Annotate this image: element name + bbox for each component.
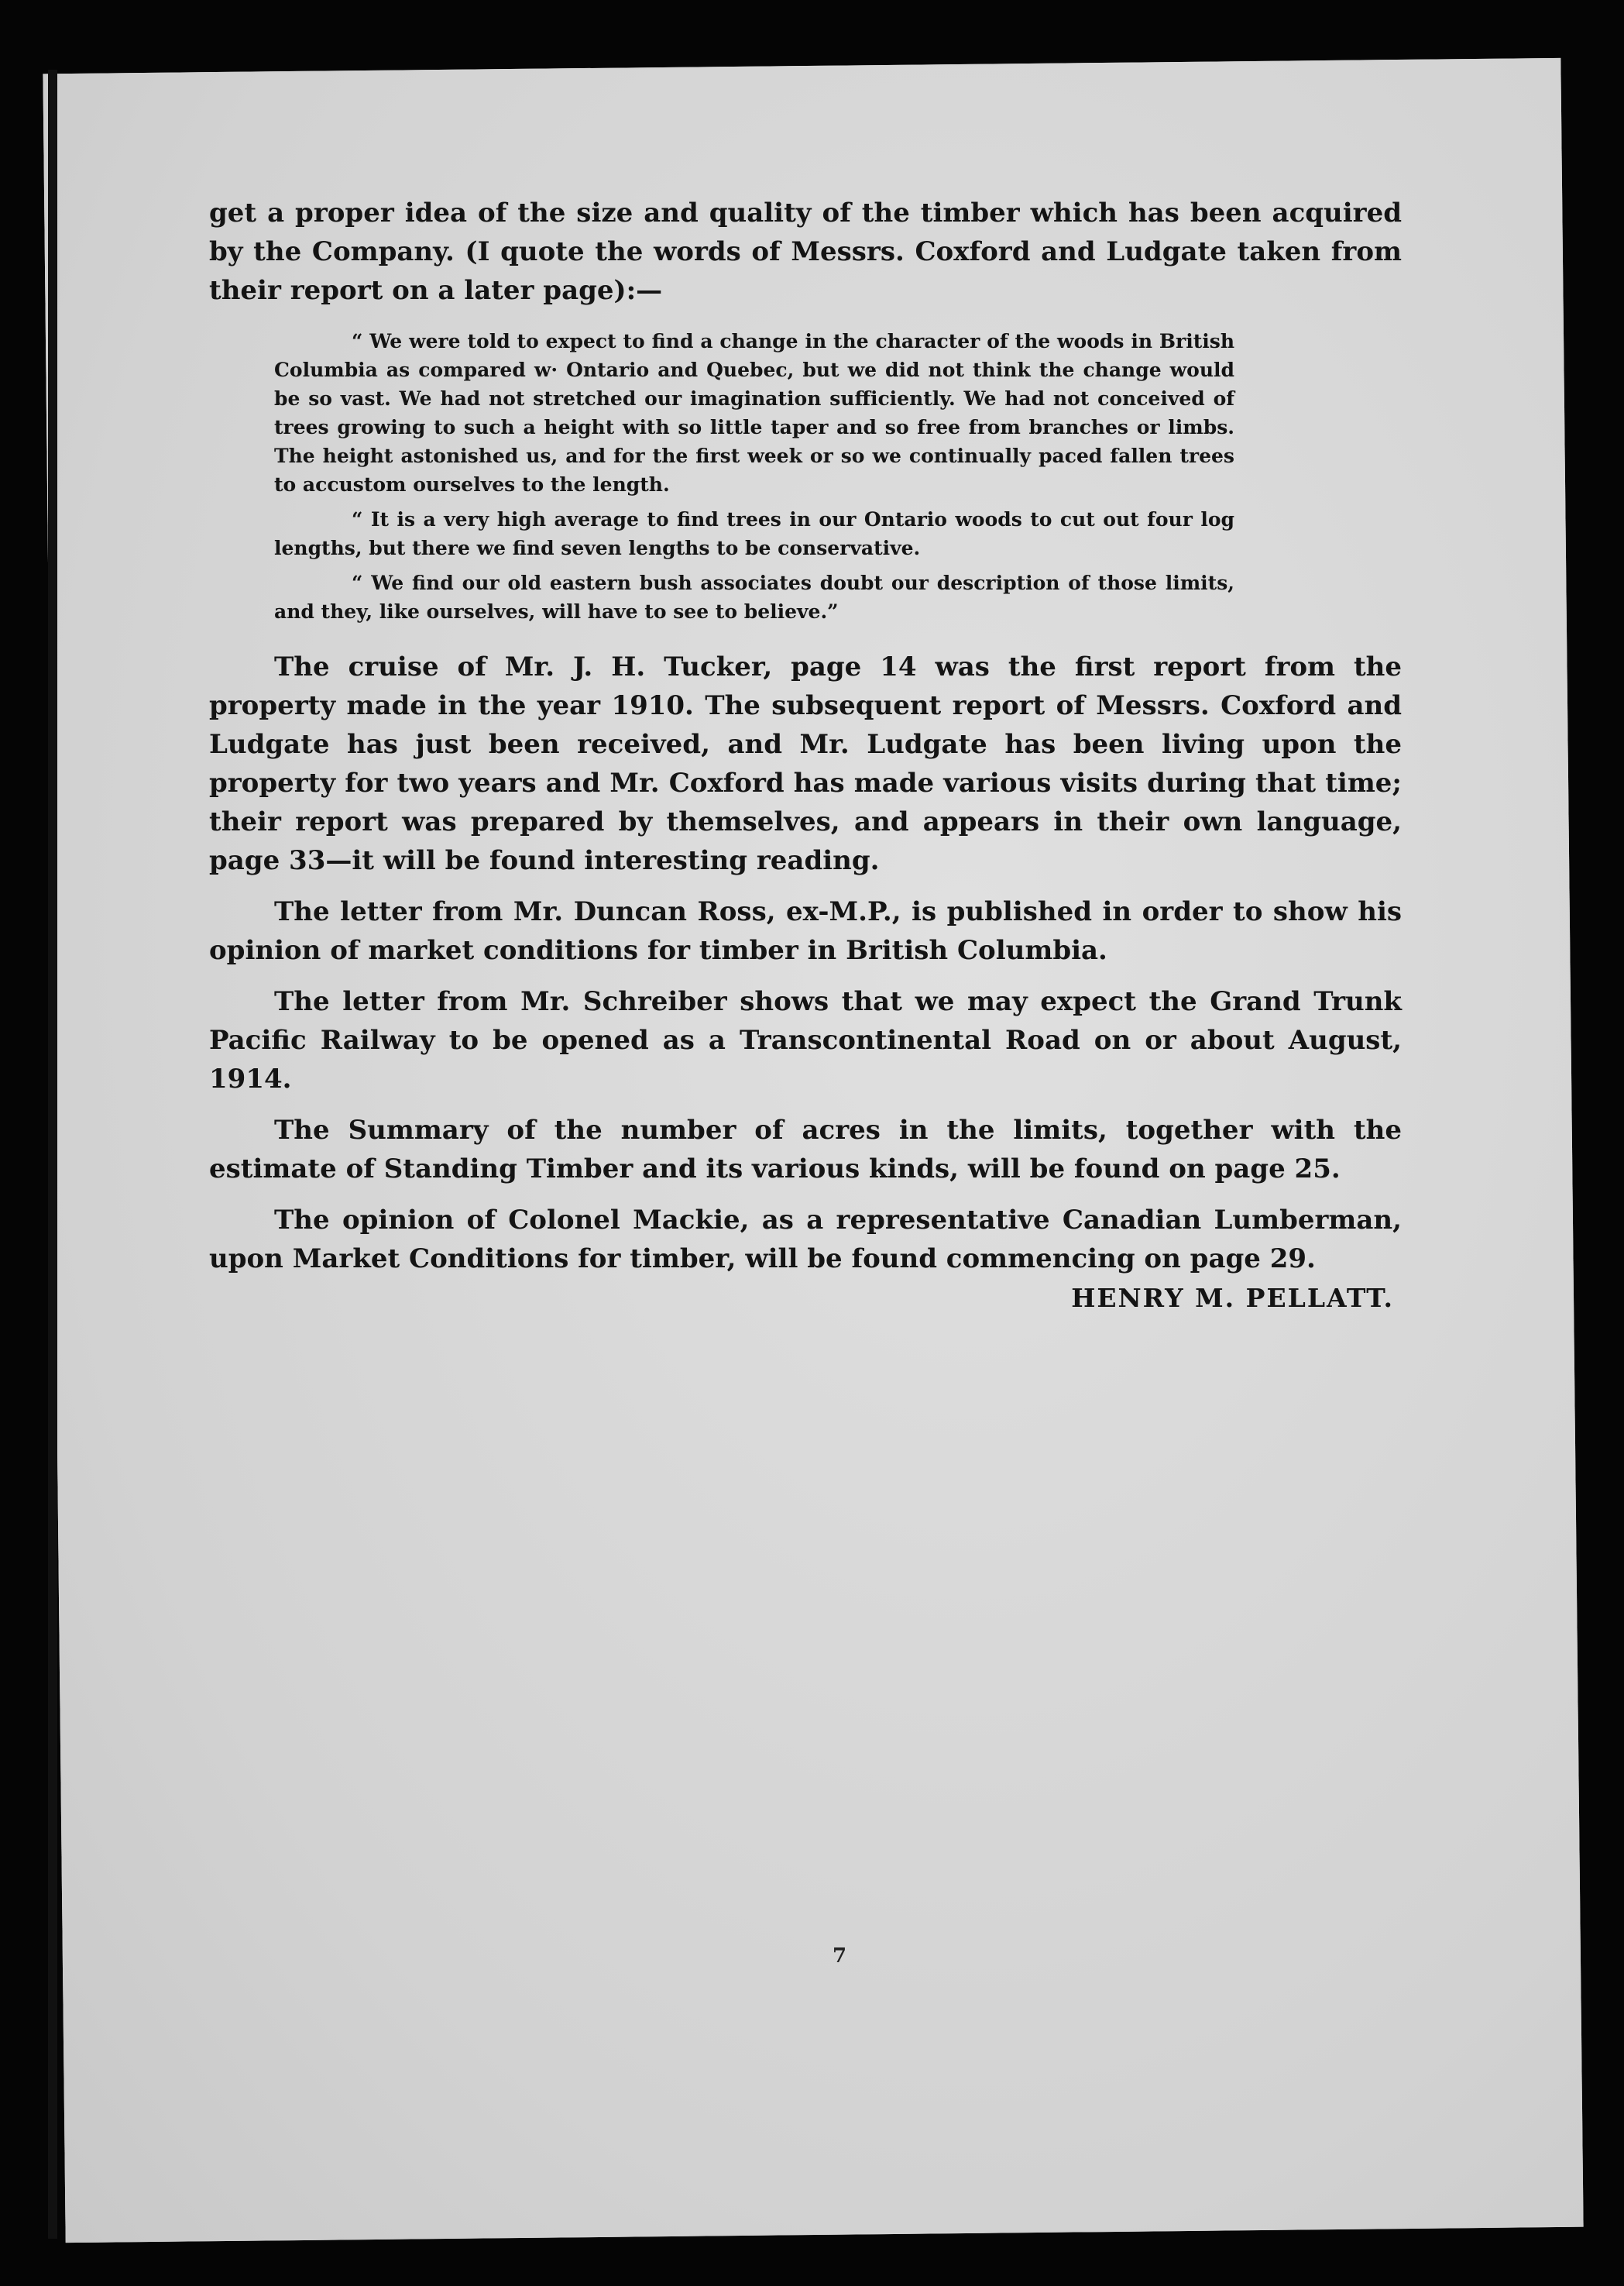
paragraph-colonel-mackie: The opinion of Colonel Mackie, as a representative Canadian Lumberman, upon Market Conditions for timber, will be found commencing on page 29. xyxy=(209,1205,1402,1274)
quote-paragraph-3: “ We find our old eastern bush associates doubt our description of those limits, and they, like ourselves, will have to see to believe.” xyxy=(274,572,1234,623)
page-number: 7 xyxy=(833,1944,847,1968)
paragraph-summary: The Summary of the number of acres in the limits, together with the estimate of Standing Timber and its various kinds, will be found on page 25. xyxy=(209,1115,1402,1184)
quote-paragraph-2: “ It is a very high average to find trees in our Ontario woods to cut out four log lengths, but there we find seven lengths to be conservative. xyxy=(274,508,1234,559)
paragraph-schreiber: The letter from Mr. Schreiber shows that we may expect the Grand Trunk Pacific Railway to be opened as a Transcontinental Road on or about August, 1914. xyxy=(209,986,1402,1095)
body-text xyxy=(209,194,1402,1313)
paragraph-duncan-ross: The letter from Mr. Duncan Ross, ex-M.P., is published in order to show his opinion of market conditions for timber in British Columbia. xyxy=(209,896,1402,966)
binding-edge xyxy=(48,70,57,2239)
paragraph-tucker-cruise: The cruise of Mr. J. H. Tucker, page 14 was the first report from the property made in the year 1910. The subsequent report of Messrs. Coxford and Ludgate has just been received, and Mr. Ludgate has been living upon the property for two years and Mr. Coxford has made various visits during that time; their report was prepared by themselves, and appears in their own language, page 33—it will be found interesting reading. xyxy=(209,651,1402,876)
signature: HENRY M. PELLATT. xyxy=(1071,1283,1394,1313)
opening-paragraph: get a proper idea of the size and quality of the timber which has been acquired by the Company. (I quote the words of Messrs. Coxford and Ludgate taken from their report on a later page):— xyxy=(209,198,1402,306)
quote-paragraph-1: “ We were told to expect to find a change in the character of the woods in British Columbia as compared w· Ontario and Quebec, but we did not think the change would be so vast. We had not stretched our imagination sufficiently. We had not conceived of trees growing to such a height with so little taper and so free from branches or limbs. The height astonished us, and for the first week or so we continually paced fallen trees to accustom ourselves to the length. xyxy=(274,330,1234,496)
